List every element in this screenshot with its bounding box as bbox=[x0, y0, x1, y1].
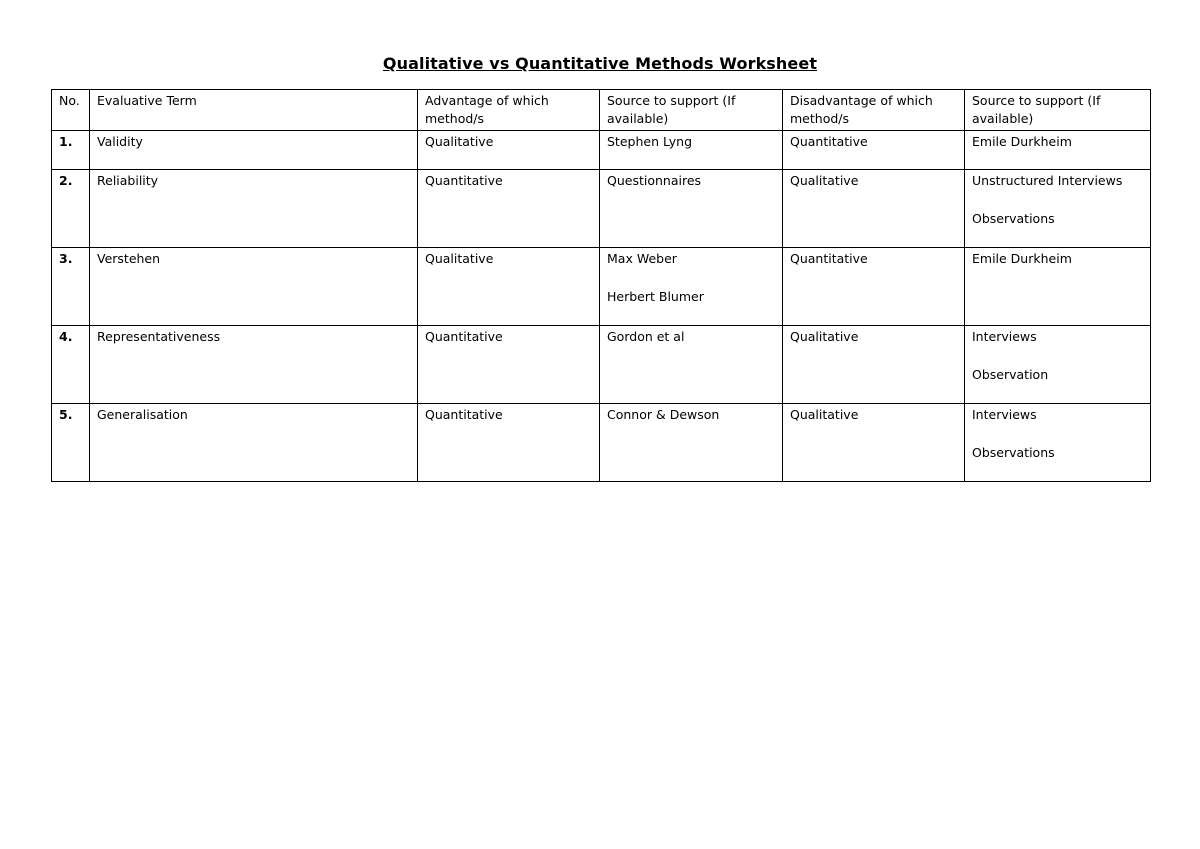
row-number: 1. bbox=[52, 131, 90, 170]
source-item: Observations bbox=[972, 445, 1055, 460]
advantage-method: Qualitative bbox=[418, 131, 600, 170]
disadvantage-method: Quantitative bbox=[783, 248, 965, 326]
table-row bbox=[52, 131, 1151, 170]
disadvantage-source bbox=[965, 131, 1151, 170]
table-row bbox=[52, 170, 1151, 248]
evaluative-term: Generalisation bbox=[90, 404, 418, 482]
header-advantage-source: Source to support (If available) bbox=[600, 90, 783, 131]
disadvantage-method: Qualitative bbox=[783, 326, 965, 404]
header-advantage: Advantage of which method/s bbox=[418, 90, 600, 131]
advantage-method: Qualitative bbox=[418, 248, 600, 326]
source-item: Max Weber bbox=[607, 251, 677, 266]
advantage-method: Quantitative bbox=[418, 326, 600, 404]
header-evaluative-term: Evaluative Term bbox=[90, 90, 418, 131]
evaluative-term: Validity bbox=[90, 131, 418, 170]
source-item: Interviews bbox=[972, 329, 1037, 344]
evaluative-term: Representativeness bbox=[90, 326, 418, 404]
header-no: No. bbox=[52, 90, 90, 131]
disadvantage-method: Qualitative bbox=[783, 170, 965, 248]
disadvantage-source bbox=[965, 170, 1151, 248]
advantage-source bbox=[600, 170, 783, 248]
evaluative-term: Verstehen bbox=[90, 248, 418, 326]
advantage-method: Quantitative bbox=[418, 404, 600, 482]
row-number: 4. bbox=[52, 326, 90, 404]
advantage-method: Quantitative bbox=[418, 170, 600, 248]
disadvantage-method: Qualitative bbox=[783, 404, 965, 482]
header-disadvantage-source: Source to support (If available) bbox=[965, 90, 1151, 131]
source-item: Interviews bbox=[972, 407, 1037, 422]
table-row bbox=[52, 404, 1151, 482]
worksheet-table bbox=[51, 89, 1151, 482]
disadvantage-source bbox=[965, 248, 1151, 326]
source-item: Observation bbox=[972, 367, 1049, 382]
advantage-source bbox=[600, 404, 783, 482]
source-item: Emile Durkheim bbox=[972, 134, 1072, 149]
advantage-source bbox=[600, 131, 783, 170]
row-number: 3. bbox=[52, 248, 90, 326]
advantage-source bbox=[600, 326, 783, 404]
header-disadvantage: Disadvantage of which method/s bbox=[783, 90, 965, 131]
disadvantage-method: Quantitative bbox=[783, 131, 965, 170]
table-row bbox=[52, 326, 1151, 404]
source-item: Gordon et al bbox=[607, 329, 685, 344]
source-item: Questionnaires bbox=[607, 173, 702, 188]
disadvantage-source bbox=[965, 404, 1151, 482]
source-item: Unstructured Interviews bbox=[972, 173, 1123, 188]
source-item: Stephen Lyng bbox=[607, 134, 693, 149]
source-item: Observations bbox=[972, 211, 1055, 226]
disadvantage-source bbox=[965, 326, 1151, 404]
row-number: 2. bbox=[52, 170, 90, 248]
page-title: Qualitative vs Quantitative Methods Worksheet bbox=[382, 54, 818, 73]
evaluative-term: Reliability bbox=[90, 170, 418, 248]
row-number: 5. bbox=[52, 404, 90, 482]
source-item: Emile Durkheim bbox=[972, 251, 1072, 266]
source-item: Connor & Dewson bbox=[607, 407, 720, 422]
source-item: Herbert Blumer bbox=[607, 289, 704, 304]
table-row bbox=[52, 248, 1151, 326]
advantage-source bbox=[600, 248, 783, 326]
table-header-row bbox=[52, 90, 1151, 131]
